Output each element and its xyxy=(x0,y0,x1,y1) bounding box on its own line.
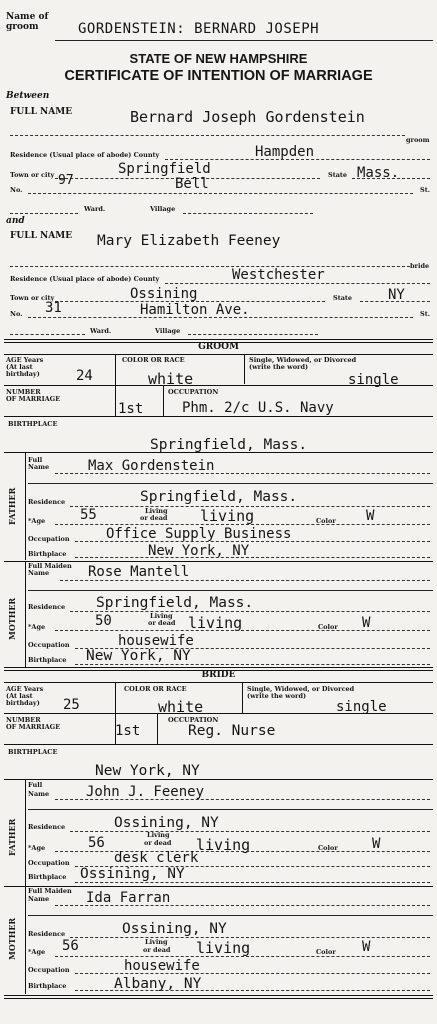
state-title: STATE OF NEW HAMPSHIRE xyxy=(129,51,308,66)
gf-color-label: Color xyxy=(316,517,336,525)
bf-occupation-label: Occupation xyxy=(28,859,70,867)
groom-color-race-label: COLOR OR RACE xyxy=(122,356,185,364)
bm-living-label: Living xyxy=(145,938,168,946)
bride-mother-color: W xyxy=(362,939,371,955)
bm-full-maiden-label: Full Maiden xyxy=(28,887,72,895)
bride-marital-label: Single, Widowed, or Divorced xyxy=(247,685,355,693)
bride-full-name-label: FULL NAME xyxy=(10,231,73,241)
bride-father-occupation: desk clerk xyxy=(114,850,199,866)
groom-town-label: Town or city xyxy=(10,171,55,179)
groom-father-side-label: FATHER xyxy=(7,487,17,525)
bride-number-label: NUMBER xyxy=(6,716,41,724)
bride-birthday-label: birthday) xyxy=(6,699,40,707)
gm-age-label: *Age xyxy=(28,623,46,631)
bride-mother-occupation: housewife xyxy=(124,958,200,974)
gm-or-dead-label: or dead xyxy=(148,619,176,627)
gf-age-label: *Age xyxy=(28,517,46,525)
name-of-groom-label: Name of groom xyxy=(6,12,49,32)
groom-state: Mass. xyxy=(357,165,400,181)
groom-mother-age: 50 xyxy=(95,613,112,629)
groom-mother-name: Rose Mantell xyxy=(88,564,190,580)
gm-residence-label: Residence xyxy=(28,603,66,611)
bride-mother-name: Ida Farran xyxy=(86,890,171,906)
bride-state-label: State xyxy=(333,294,353,302)
bride-street: Hamilton Ave. xyxy=(140,302,250,318)
groom-name-underline xyxy=(55,40,433,41)
bride-father-residence: Ossining, NY xyxy=(114,815,219,831)
gm-full-maiden-label: Full Maiden xyxy=(28,562,72,570)
groom-color-race: white xyxy=(148,370,194,388)
groom-father-color: W xyxy=(366,508,375,524)
bm-name-label: Name xyxy=(28,895,50,903)
groom-birthplace: Springfield, Mass. xyxy=(150,437,308,453)
bride-of-marriage-label: OF MARRIAGE xyxy=(6,723,61,731)
bride-county: Westchester xyxy=(232,267,325,283)
bride-age: 25 xyxy=(63,697,80,713)
groom-write-word-label: (write the word) xyxy=(249,363,309,371)
bride-residence-county-label: Residence (Usual place of abode) County xyxy=(10,275,160,283)
bride-full-name: Mary Elizabeth Feeney xyxy=(97,233,281,249)
gf-name-label: Name xyxy=(28,463,50,471)
gm-name-label: Name xyxy=(28,569,50,577)
bm-age-label: *Age xyxy=(28,948,46,956)
bride-occupation: Reg. Nurse xyxy=(188,723,276,739)
gf-living-label: Living xyxy=(145,507,168,515)
bride-mother-residence: Ossining, NY xyxy=(122,921,227,937)
bride-occupation-label: OCCUPATION xyxy=(168,716,219,724)
groom-number-of-marriage: 1st xyxy=(118,401,144,417)
bride-mother-age: 56 xyxy=(62,938,79,954)
between-label: Between xyxy=(6,91,50,101)
bf-age-label: *Age xyxy=(28,844,46,852)
groom-father-living: living xyxy=(200,507,255,525)
groom-full-name-label: FULL NAME xyxy=(10,107,73,117)
groom-state-label: State xyxy=(328,171,348,179)
bride-color-race: white xyxy=(158,698,204,716)
gm-living-label: Living xyxy=(150,612,173,620)
groom-full-name: Bernard Joseph Gordenstein xyxy=(130,108,365,126)
groom-father-occupation: Office Supply Business xyxy=(106,526,292,542)
groom-mother-side-label: MOTHER xyxy=(7,597,17,640)
groom-marital-status: single xyxy=(348,372,399,388)
groom-father-age: 55 xyxy=(80,507,97,523)
gf-occupation-label: Occupation xyxy=(28,535,70,543)
bride-father-side-label: FATHER xyxy=(7,818,17,856)
bf-residence-label: Residence xyxy=(28,823,66,831)
bride-father-living: living xyxy=(196,836,251,854)
groom-section-heading: GROOM xyxy=(198,342,239,352)
bm-or-dead-label: or dead xyxy=(143,946,171,954)
bf-color-label: Color xyxy=(318,844,338,852)
groom-village-label: Village xyxy=(150,205,176,213)
bride-father-name: John J. Feeney xyxy=(86,784,205,800)
groom-age: 24 xyxy=(76,368,93,384)
bride-st-label: St. xyxy=(420,310,430,318)
bf-name-label: Name xyxy=(28,790,50,798)
groom-of-marriage-label: OF MARRIAGE xyxy=(6,395,61,403)
bride-birthplace-label: BIRTHPLACE xyxy=(8,748,58,756)
groom-marital-label: Single, Widowed, or Divorced xyxy=(249,356,357,364)
groom-ward-label: Ward. xyxy=(84,205,106,213)
name-of-groom-value: GORDENSTEIN: BERNARD JOSEPH xyxy=(78,21,320,37)
bm-color-label: Color xyxy=(316,948,336,956)
groom-suffix: groom xyxy=(406,136,430,144)
bride-mother-side-label: MOTHER xyxy=(7,917,17,960)
gm-birthplace-label: Birthplace xyxy=(28,656,67,664)
gf-or-dead-label: or dead xyxy=(140,514,168,522)
gm-color-label: Color xyxy=(318,623,338,631)
groom-no-label: No. xyxy=(10,186,23,194)
bride-write-word-label: (write the word) xyxy=(247,692,307,700)
gf-residence-label: Residence xyxy=(28,498,66,506)
bride-birthplace: New York, NY xyxy=(95,763,200,779)
bm-birthplace-label: Birthplace xyxy=(28,982,67,990)
bride-mother-birthplace: Albany, NY xyxy=(114,976,202,992)
groom-mother-residence: Springfield, Mass. xyxy=(96,595,254,611)
groom-father-birthplace: New York, NY xyxy=(148,543,250,559)
bride-color-race-label: COLOR OR RACE xyxy=(124,685,187,693)
groom-st-label: St. xyxy=(420,186,430,194)
bride-marital-status: single xyxy=(336,699,387,715)
groom-mother-living: living xyxy=(188,614,243,632)
bride-mother-living: living xyxy=(196,939,251,957)
groom-age-label: AGE Years xyxy=(6,356,44,364)
bf-living-label: Living xyxy=(147,831,170,839)
bride-father-color: W xyxy=(372,836,381,852)
groom-birthday-label: birthday) xyxy=(6,370,40,378)
groom-mother-color: W xyxy=(362,615,371,631)
groom-town: Springfield xyxy=(118,161,211,177)
groom-occupation: Phm. 2/c U.S. Navy xyxy=(182,400,334,416)
certificate-title: CERTIFICATE OF INTENTION OF MARRIAGE xyxy=(64,68,373,84)
bm-occupation-label: Occupation xyxy=(28,966,70,974)
gm-occupation-label: Occupation xyxy=(28,641,70,649)
bride-town-label: Town or city xyxy=(10,294,55,302)
bride-section-heading: BRIDE xyxy=(201,670,236,680)
bf-full-label: Full xyxy=(28,781,43,789)
groom-residence-county-label: Residence (Usual place of abode) County xyxy=(10,151,160,159)
groom-county: Hampden xyxy=(255,144,315,160)
groom-number-label: NUMBER xyxy=(6,388,41,396)
groom-street: Bell xyxy=(175,176,209,192)
groom-occupation-label: OCCUPATION xyxy=(168,388,219,396)
groom-house-number: 97 xyxy=(58,173,74,188)
gf-full-label: Full xyxy=(28,456,43,464)
bride-ward-label: Ward. xyxy=(90,327,112,335)
bride-town: Ossining xyxy=(130,286,198,302)
groom-mother-occupation: housewife xyxy=(118,633,194,649)
bride-state: NY xyxy=(388,287,405,303)
groom-birthplace-label: BIRTHPLACE xyxy=(8,420,58,428)
bride-at-last-label: (At last xyxy=(6,692,33,700)
bride-age-label: AGE Years xyxy=(6,685,44,693)
bride-house-number: 31 xyxy=(45,300,62,316)
bf-or-dead-label: or dead xyxy=(144,839,172,847)
groom-father-name: Max Gordenstein xyxy=(88,458,215,474)
bride-father-birthplace: Ossining, NY xyxy=(80,866,185,882)
and-label: and xyxy=(6,216,25,226)
bride-village-label: Village xyxy=(155,327,181,335)
gf-birthplace-label: Birthplace xyxy=(28,550,67,558)
bride-number-of-marriage: 1st xyxy=(115,723,141,739)
groom-at-last-label: (At last xyxy=(6,363,33,371)
groom-father-residence: Springfield, Mass. xyxy=(140,489,298,505)
bride-no-label: No. xyxy=(10,310,23,318)
bf-birthplace-label: Birthplace xyxy=(28,873,67,881)
groom-mother-birthplace: New York, NY xyxy=(86,648,191,664)
bm-residence-label: Residence xyxy=(28,930,66,938)
bride-suffix: bride xyxy=(410,262,430,270)
bride-father-age: 56 xyxy=(88,835,105,851)
